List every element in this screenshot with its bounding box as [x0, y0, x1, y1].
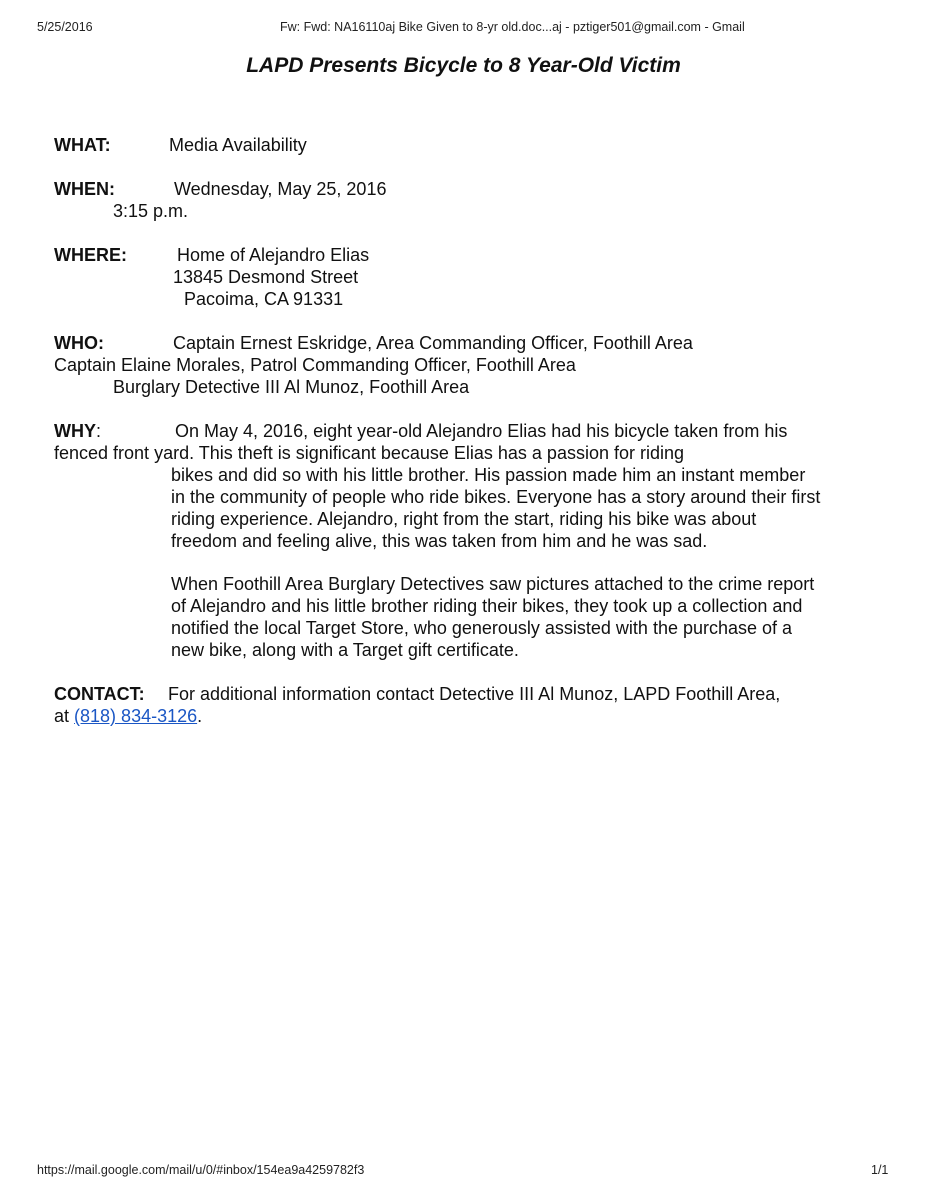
- who-line-3: Burglary Detective III Al Munoz, Foothill Area: [113, 377, 470, 397]
- why-label-text: WHY: [54, 421, 96, 441]
- contact-at: at: [54, 706, 70, 726]
- who-label: WHO:: [54, 333, 104, 353]
- where-line-1: Home of Alejandro Elias: [177, 245, 370, 265]
- where-line-3: Pacoima, CA 91331: [184, 289, 344, 309]
- page-title: LAPD Presents Bicycle to 8 Year-Old Victim: [246, 54, 681, 77]
- where-label: WHERE:: [54, 245, 127, 265]
- when-time: 3:15 p.m.: [113, 201, 189, 221]
- contact-label: CONTACT:: [54, 684, 145, 704]
- print-url: https://mail.google.com/mail/u/0/#inbox/154ea9a4259782f3: [37, 1163, 365, 1177]
- why-p2-line-2: of Alejandro and his little brother riding their bikes, they took up a collection and: [171, 596, 803, 616]
- when-label: WHEN:: [54, 179, 115, 199]
- what-label: WHAT:: [54, 135, 111, 155]
- who-line-2: Captain Elaine Morales, Patrol Commanding Officer, Foothill Area: [54, 355, 576, 375]
- print-date: 5/25/2016: [37, 20, 93, 34]
- print-page-number: 1/1: [871, 1163, 889, 1177]
- why-line-4: in the community of people who ride bikes. Everyone has a story around their first: [171, 487, 821, 507]
- why-label: [54, 420, 101, 442]
- why-p2-line-1: When Foothill Area Burglary Detectives saw pictures attached to the crime report: [171, 574, 815, 594]
- when-date: Wednesday, May 25, 2016: [174, 179, 387, 199]
- who-line-1: Captain Ernest Eskridge, Area Commanding Officer, Foothill Area: [173, 333, 693, 353]
- why-p2-line-3: notified the local Target Store, who generously assisted with the purchase of a: [171, 618, 793, 638]
- why-line-1: On May 4, 2016, eight year-old Alejandro Elias had his bicycle taken from his: [175, 421, 788, 441]
- why-p2-line-4: new bike, along with a Target gift certificate.: [171, 640, 519, 660]
- why-label-colon: :: [96, 421, 102, 441]
- contact-period: .: [197, 706, 203, 726]
- why-line-2: fenced front yard. This theft is significant because Elias has a passion for riding: [54, 443, 685, 463]
- contact-line-2: [54, 705, 202, 727]
- where-line-2: 13845 Desmond Street: [173, 267, 359, 287]
- why-line-3: bikes and did so with his little brother. His passion made him an instant member: [171, 465, 806, 485]
- why-line-6: freedom and feeling alive, this was taken from him and he was sad.: [171, 531, 708, 551]
- contact-line-1: For additional information contact Detective III Al Munoz, LAPD Foothill Area,: [168, 684, 781, 704]
- what-value: Media Availability: [169, 135, 307, 155]
- why-line-5: riding experience. Alejandro, right from the start, riding his bike was about: [171, 509, 757, 529]
- print-subject: Fw: Fwd: NA16110aj Bike Given to 8-yr old.doc...aj - pztiger501@gmail.com - Gmail: [280, 20, 745, 34]
- phone-link[interactable]: (818) 834-3126: [74, 706, 198, 726]
